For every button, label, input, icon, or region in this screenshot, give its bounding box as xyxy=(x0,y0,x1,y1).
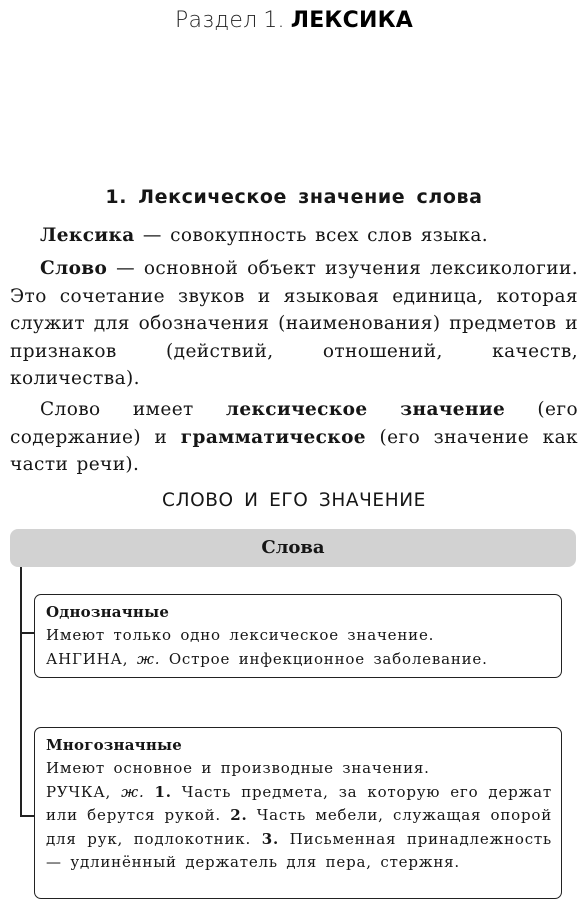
definition-paragraph-slovo xyxy=(10,255,578,393)
section-label: Раздел xyxy=(175,8,258,33)
box-example xyxy=(46,648,552,672)
connector-branch-2 xyxy=(20,815,34,817)
definition-paragraph-lexika xyxy=(10,222,578,250)
text-segment: Слово имеет xyxy=(40,399,226,420)
meaning-paragraph xyxy=(10,396,578,479)
box-title: Многозначные xyxy=(46,736,182,754)
diagram-head xyxy=(10,529,576,567)
diagram-title: СЛОВО И ЕГО ЗНАЧЕНИЕ xyxy=(162,490,426,511)
page-header xyxy=(0,8,588,33)
term-lexical-meaning: лексическое значение xyxy=(225,399,506,420)
meaning-number-2: 2. xyxy=(230,806,248,824)
meaning-1: Часть предмета, за которую его держат или берутся рукой. xyxy=(46,782,552,824)
example-word: АНГИНА, xyxy=(46,649,129,668)
section-number: 1. xyxy=(263,8,285,33)
chapter-title: 1. Лексическое значение слова xyxy=(105,186,483,208)
connector-branch-1 xyxy=(20,632,34,634)
text-segment: (его значение как части речи). xyxy=(10,426,578,475)
diagram-head-label: Слова xyxy=(261,537,325,558)
term-slovo: Слово xyxy=(40,258,108,279)
term-lexika: Лексика xyxy=(40,225,135,246)
meaning-number-3: 3. xyxy=(261,829,279,848)
example-word: РУЧКА, xyxy=(46,782,112,801)
example-gender: ж. xyxy=(136,649,161,668)
meaning-number-1: 1. xyxy=(154,782,172,801)
box-example xyxy=(46,781,552,875)
definition-text: — основной объект изучения лексикологии. Это сочетание звуков и языковая единица, которая служит для обозначения (наименования) предметов и признаков (действий, отношений, качеств, количества). xyxy=(10,258,578,389)
text-segment: (его содержание) и xyxy=(10,399,578,448)
meaning-2: Часть мебели, служащая опорой для рук, подлокотник. xyxy=(46,806,552,848)
box-description: Имеют только одно лексическое значение. xyxy=(46,626,435,644)
box-monosemous xyxy=(34,594,562,678)
box-title: Однозначные xyxy=(46,603,170,621)
section-title-header: ЛЕКСИКА xyxy=(290,8,413,33)
box-description: Имеют основное и производные значения. xyxy=(46,759,430,777)
term-grammatical: грамматическое xyxy=(180,426,366,448)
definition-text: — совокупность всех слов языка. xyxy=(134,225,489,246)
box-polysemous xyxy=(34,727,562,899)
example-gender: ж. xyxy=(121,782,145,801)
meaning-3: Письменная принадлежность — удлинённый держатель для пера, стержня. xyxy=(46,829,552,871)
connector-vertical xyxy=(20,567,22,817)
example-meaning: Острое инфекционное заболевание. xyxy=(160,649,488,668)
